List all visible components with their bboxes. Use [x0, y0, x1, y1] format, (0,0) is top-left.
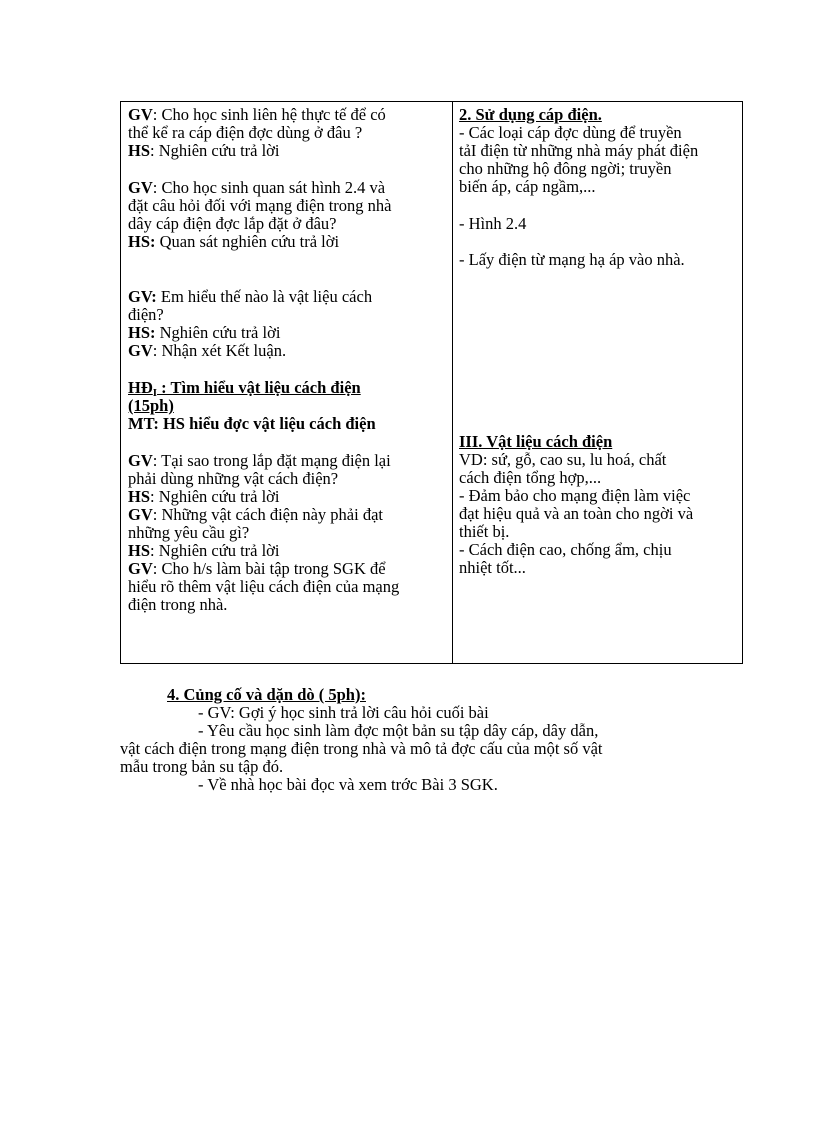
footer-line: - Yêu cầu học sinh làm đợc một bản su tập dây cáp, dây dẫn, — [198, 721, 599, 740]
footer-line: - Về nhà học bài đọc và xem trớc Bài 3 SGK. — [198, 775, 498, 794]
paragraph-gv5: GV: Tại sao trong lắp đặt mạng điện lại — [128, 451, 391, 470]
column-divider — [452, 102, 453, 663]
content-line: VD: sứ, gỗ, cao su, lu hoá, chất — [459, 450, 667, 469]
content-line: - Hình 2.4 — [459, 214, 527, 233]
paragraph-gv1: GV: Cho học sinh liên hệ thực tế để có — [128, 105, 386, 124]
content-line: - Lấy điện từ mạng hạ áp vào nhà. — [459, 250, 685, 269]
paragraph-hs4: HS: Nghiên cứu trả lời — [128, 487, 280, 506]
paragraph-gv2-cont2: dây cáp điện đợc lắp đặt ở đâu? — [128, 214, 337, 233]
paragraph-hs1: HS: Nghiên cứu trả lời — [128, 141, 280, 160]
activity-objective: MT: HS hiểu đợc vật liệu cách điện — [128, 414, 376, 433]
paragraph-hs2: HS: Quan sát nghiên cứu trả lời — [128, 232, 340, 251]
footer-line: vật cách điện trong mạng điện trong nhà và mô tả đợc cấu của một số vật — [120, 739, 603, 758]
section-3-title: III. Vật liệu cách điện — [459, 432, 613, 451]
content-line: tảI điện từ những nhà máy phát điện — [459, 141, 699, 160]
paragraph-gv1-cont: thể kể ra cáp điện đợc dùng ở đâu ? — [128, 123, 363, 142]
content-line: nhiệt tốt... — [459, 558, 526, 577]
footer-line: - GV: Gợi ý học sinh trả lời câu hỏi cuối bài — [198, 703, 489, 722]
paragraph-gv3-cont: điện? — [128, 305, 164, 324]
content-line: biến áp, cáp ngầm,... — [459, 177, 596, 196]
paragraph-gv2-cont1: đặt câu hỏi đối với mạng điện trong nhà — [128, 196, 392, 215]
section-2-title: 2. Sử dụng cáp điện. — [459, 105, 602, 124]
paragraph-gv5-cont: phải dùng những vật cách điện? — [128, 469, 339, 488]
paragraph-gv7: GV: Cho h/s làm bài tập trong SGK để — [128, 559, 386, 578]
activity-heading: $HĐ_I$ : Tìm hiểu vật liệu cách điện — [128, 378, 361, 399]
content-line: - Các loại cáp đợc dùng để truyền — [459, 123, 682, 142]
paragraph-gv3: GV: Em hiểu thế nào là vật liệu cách — [128, 287, 373, 306]
content-line: đạt hiệu quả và an toàn cho ngời và — [459, 504, 694, 523]
activity-duration: (15ph) — [128, 396, 174, 415]
content-line: cho những hộ đông ngời; truyền — [459, 159, 672, 178]
paragraph-gv2: GV: Cho học sinh quan sát hình 2.4 và — [128, 178, 386, 197]
footer-line: mẫu trong bản su tập đó. — [120, 757, 284, 776]
content-line: - Đảm bảo cho mạng điện làm việc — [459, 486, 691, 505]
paragraph-gv7-cont2: điện trong nhà. — [128, 595, 228, 614]
section-4-title: 4. Củng cố và dặn dò ( 5ph): — [167, 685, 366, 704]
content-line: thiết bị. — [459, 522, 510, 541]
content-line: cách điện tổng hợp,... — [459, 468, 602, 487]
lesson-table — [120, 101, 743, 664]
paragraph-hs5: HS: Nghiên cứu trả lời — [128, 541, 280, 560]
paragraph-hs3: HS: Nghiên cứu trả lời — [128, 323, 281, 342]
paragraph-gv4: GV: Nhận xét Kết luận. — [128, 341, 287, 360]
paragraph-gv6-cont: những yêu cầu gì? — [128, 523, 250, 542]
paragraph-gv6: GV: Những vật cách điện này phải đạt — [128, 505, 383, 524]
content-line: - Cách điện cao, chống ẩm, chịu — [459, 540, 672, 559]
paragraph-gv7-cont1: hiểu rõ thêm vật liệu cách điện của mạng — [128, 577, 400, 596]
